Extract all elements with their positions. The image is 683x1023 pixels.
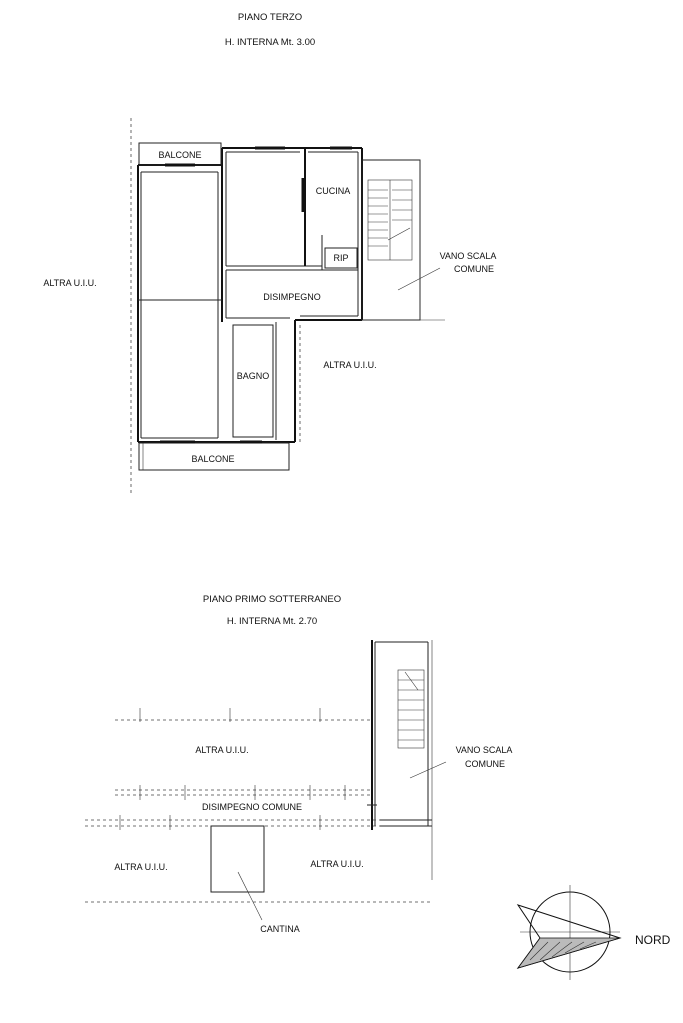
altra-uiu-right-lower-label: ALTRA U.I.U. xyxy=(310,859,364,869)
altra-uiu-top-label: ALTRA U.I.U. xyxy=(195,745,249,755)
upper-floor-plan xyxy=(43,12,496,495)
bagno-room xyxy=(233,325,273,437)
altra-uiu-left-lower-label: ALTRA U.I.U. xyxy=(114,862,168,872)
upper-floor-height: H. INTERNA Mt. 3.00 xyxy=(224,37,316,48)
disimpegno-label: DISIMPEGNO xyxy=(263,292,321,302)
balcone-bottom-label: BALCONE xyxy=(191,454,235,464)
balcone-top-label: BALCONE xyxy=(158,150,202,160)
bagno-label: BAGNO xyxy=(236,371,270,381)
stair-steps-upper xyxy=(368,180,412,260)
stair-well-upper xyxy=(362,160,420,320)
rip-label: RIP xyxy=(333,253,349,263)
disimpegno-comune-label: DISIMPEGNO COMUNE xyxy=(201,802,303,812)
nord-label: NORD xyxy=(635,933,671,947)
lower-floor-plan xyxy=(85,594,512,934)
cantina-label: CANTINA xyxy=(260,924,300,934)
comune-label-upper: COMUNE xyxy=(454,264,494,274)
upper-floor-title: PIANO TERZO xyxy=(237,12,303,23)
vano-scala-label-lower: VANO SCALA xyxy=(455,745,513,755)
cucina-label: CUCINA xyxy=(315,186,351,196)
stair-steps-lower xyxy=(398,670,424,748)
cantina-room xyxy=(211,826,264,892)
altra-uiu-left-label: ALTRA U.I.U. xyxy=(43,278,97,288)
lower-floor-title: PIANO PRIMO SOTTERRANEO xyxy=(202,594,342,605)
altra-uiu-right-label: ALTRA U.I.U. xyxy=(323,360,377,370)
comune-label-lower: COMUNE xyxy=(465,759,505,769)
vano-scala-label-upper: VANO SCALA xyxy=(439,251,497,261)
north-arrow-icon xyxy=(518,885,620,980)
lower-floor-height: H. INTERNA Mt. 2.70 xyxy=(226,616,318,627)
